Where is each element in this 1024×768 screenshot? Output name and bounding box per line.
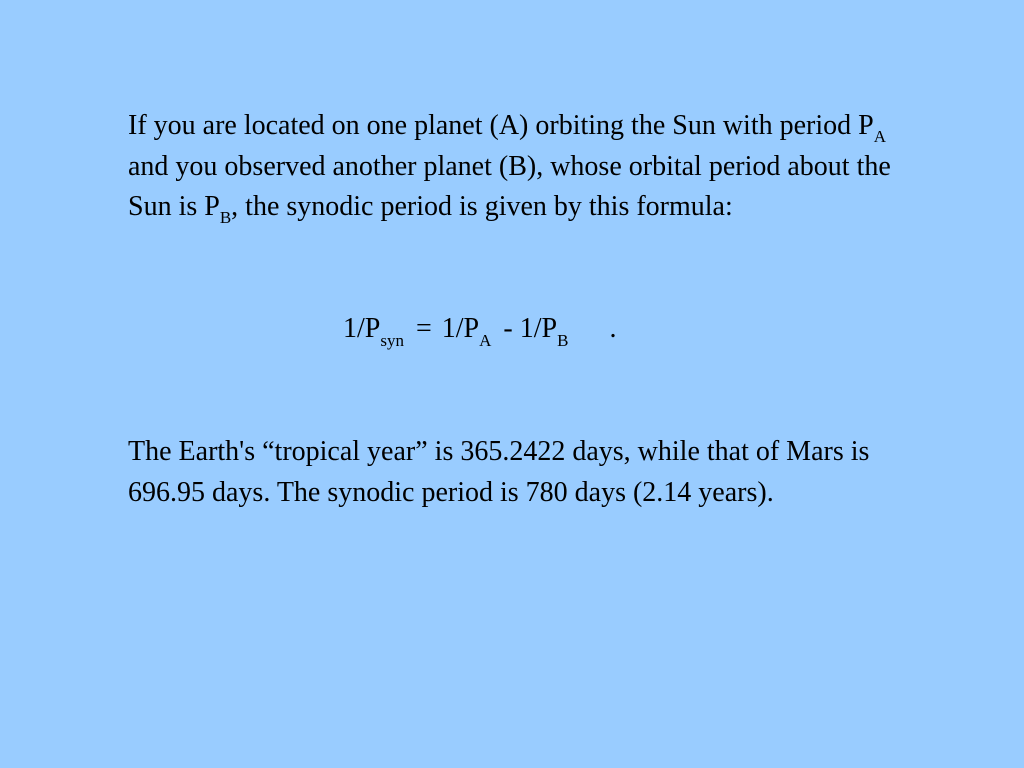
formula-trailing-dot: . [609,313,617,344]
intro-text-part3: , the synodic period is given by this formula: [231,191,733,222]
formula-term-a: 1/P [441,313,480,344]
formula-minus-term: - 1/P [503,313,558,344]
intro-text-part1: If you are located on one planet (A) orbiting the Sun with period P [128,110,874,141]
formula-term-a-subscript: A [479,331,492,350]
subscript-a: A [873,127,886,146]
formula-term-b-subscript: B [557,331,569,350]
formula-lhs: 1/P [343,313,381,344]
intro-paragraph [128,106,928,228]
formula-equals: = [415,313,432,344]
intro-text-part2: and you observed another planet (B), whose orbital period about the Sun is P [128,150,891,222]
subscript-b: B [219,208,232,227]
synodic-formula [343,309,616,349]
formula-lhs-subscript: syn [380,331,404,350]
example-paragraph: The Earth's “tropical year” is 365.2422 days, while that of Mars is 696.95 days. The synodic period is 780 days (2.14 years). [128,436,870,508]
